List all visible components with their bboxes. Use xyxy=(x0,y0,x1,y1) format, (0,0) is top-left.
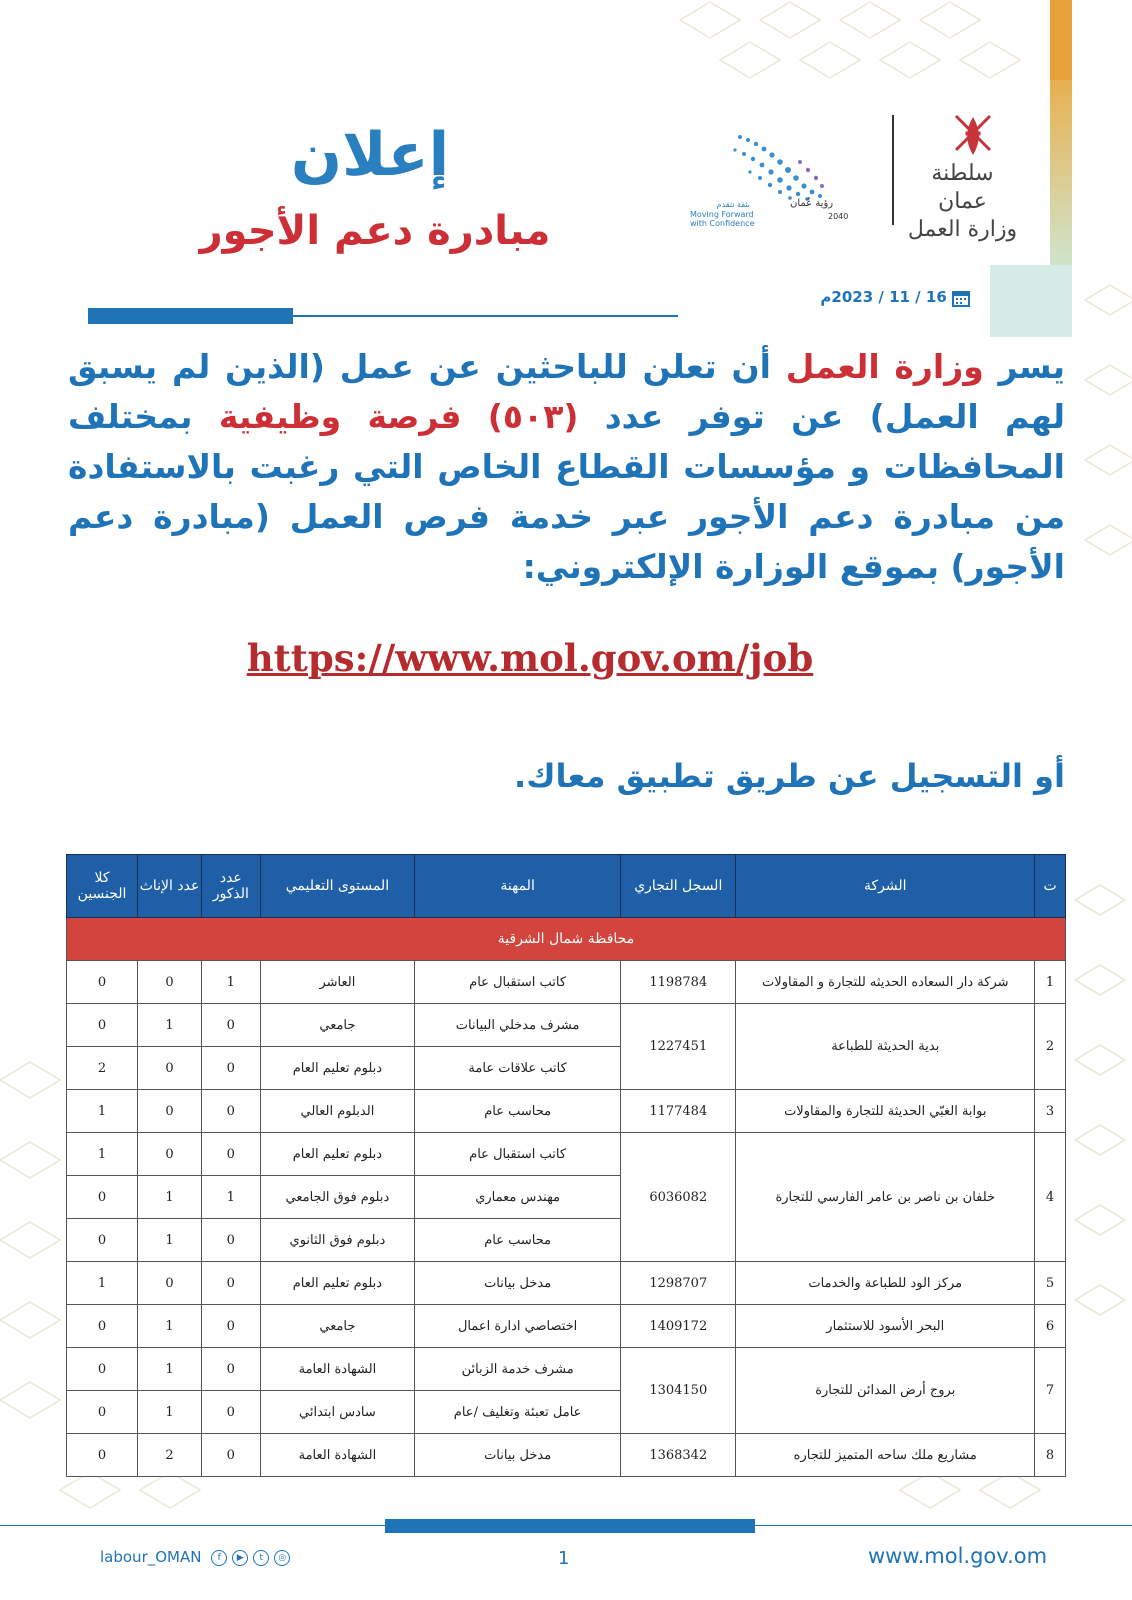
job-profession: محاسب عام xyxy=(415,1090,621,1133)
para-text-1: يسر xyxy=(983,347,1065,386)
job-profession: كاتب استقبال عام xyxy=(415,961,621,1004)
table-row xyxy=(67,1305,1066,1348)
company-cr: 6036082 xyxy=(621,1133,736,1262)
ministry-name-line1: سلطنة عمان xyxy=(931,161,994,214)
decor-strip-gradient xyxy=(1050,80,1072,270)
vision-year: 2040 xyxy=(828,212,849,221)
company-cr: 1409172 xyxy=(621,1305,736,1348)
job-males: 0 xyxy=(201,1004,260,1047)
para-ministry-highlight: وزارة العمل xyxy=(785,347,984,386)
website-link[interactable]: www.mol.gov.om xyxy=(868,1544,1048,1568)
company-name: بدية الحديثة للطباعة xyxy=(736,1004,1035,1090)
job-both: 0 xyxy=(67,1219,138,1262)
job-education: الدبلوم العالي xyxy=(260,1090,414,1133)
job-males: 0 xyxy=(201,1262,260,1305)
divider-thick xyxy=(88,308,293,324)
job-education: دبلوم تعليم العام xyxy=(260,1047,414,1090)
table-row xyxy=(67,1090,1066,1133)
job-males: 1 xyxy=(201,1176,260,1219)
company-cr: 1198784 xyxy=(621,961,736,1004)
table-row xyxy=(67,1262,1066,1305)
calendar-icon xyxy=(952,289,970,307)
job-females: 1 xyxy=(138,1219,202,1262)
header-cr: السجل التجاري xyxy=(621,855,736,918)
slogan-arabic: بثقة نتقدم xyxy=(716,200,750,209)
job-education: دبلوم تعليم العام xyxy=(260,1133,414,1176)
divider-thin xyxy=(293,315,678,317)
announcement-paragraph xyxy=(68,342,1065,592)
job-males: 0 xyxy=(201,1391,260,1434)
job-education: الشهادة العامة xyxy=(260,1434,414,1477)
job-profession: مهندس معماري xyxy=(415,1176,621,1219)
row-num: 7 xyxy=(1035,1348,1066,1434)
job-opportunities-table xyxy=(66,854,1066,1477)
job-education: جامعي xyxy=(260,1004,414,1047)
company-cr: 1177484 xyxy=(621,1090,736,1133)
job-males: 0 xyxy=(201,1219,260,1262)
job-education: جامعي xyxy=(260,1305,414,1348)
header-education: المستوى التعليمي xyxy=(260,855,414,918)
job-profession: اختصاصي ادارة اعمال xyxy=(415,1305,621,1348)
row-num: 4 xyxy=(1035,1133,1066,1262)
para-count-highlight: (٥٠٣) فرصة وظيفية xyxy=(218,397,579,436)
row-num: 8 xyxy=(1035,1434,1066,1477)
job-profession: كاتب علاقات عامة xyxy=(415,1047,621,1090)
job-males: 0 xyxy=(201,1434,260,1477)
vision-name: رؤية عُمان xyxy=(790,198,834,209)
job-both: 0 xyxy=(67,1176,138,1219)
company-name: شركة دار السعاده الحديثه للتجارة و المقاولات xyxy=(736,961,1035,1004)
job-education: دبلوم فوق الثانوي xyxy=(260,1219,414,1262)
company-name: مشاريع ملك ساحه المتميز للتجاره xyxy=(736,1434,1035,1477)
company-name: بوابة الغبّي الحديثة للتجارة والمقاولات xyxy=(736,1090,1035,1133)
job-females: 1 xyxy=(138,1391,202,1434)
instagram-icon[interactable]: ◎ xyxy=(274,1550,290,1566)
row-num: 5 xyxy=(1035,1262,1066,1305)
table-row xyxy=(67,1434,1066,1477)
job-education: دبلوم تعليم العام xyxy=(260,1262,414,1305)
header-females: عدد الإناث xyxy=(138,855,202,918)
job-males: 0 xyxy=(201,1348,260,1391)
job-females: 0 xyxy=(138,1090,202,1133)
job-profession: مدخل بيانات xyxy=(415,1434,621,1477)
row-num: 3 xyxy=(1035,1090,1066,1133)
job-both: 0 xyxy=(67,1434,138,1477)
date-text: 16 / 11 / 2023م xyxy=(820,288,947,306)
slogan-english-line2: with Confidence xyxy=(690,219,755,228)
job-females: 1 xyxy=(138,1004,202,1047)
job-both: 2 xyxy=(67,1047,138,1090)
footer-accent-bar xyxy=(385,1519,755,1533)
company-cr: 1298707 xyxy=(621,1262,736,1305)
job-females: 0 xyxy=(138,1262,202,1305)
youtube-icon[interactable]: ▶ xyxy=(232,1550,248,1566)
job-males: 0 xyxy=(201,1133,260,1176)
job-females: 1 xyxy=(138,1305,202,1348)
facebook-icon[interactable]: f xyxy=(211,1550,227,1566)
table-row xyxy=(67,961,1066,1004)
job-both: 1 xyxy=(67,1133,138,1176)
header-num: ت xyxy=(1035,855,1066,918)
job-both: 1 xyxy=(67,1090,138,1133)
job-both: 0 xyxy=(67,1348,138,1391)
section-row xyxy=(67,918,1066,961)
table-row xyxy=(67,1004,1066,1047)
social-handle[interactable]: labour_OMAN xyxy=(100,1548,202,1566)
job-males: 0 xyxy=(201,1090,260,1133)
job-females: 0 xyxy=(138,1047,202,1090)
job-profession: عامل تعبئة وتغليف /عام xyxy=(415,1391,621,1434)
row-num: 6 xyxy=(1035,1305,1066,1348)
decor-strip-teal xyxy=(990,265,1072,337)
table-row xyxy=(67,1348,1066,1391)
logo-divider xyxy=(892,115,894,225)
company-cr: 1368342 xyxy=(621,1434,736,1477)
job-females: 1 xyxy=(138,1176,202,1219)
job-education: الشهادة العامة xyxy=(260,1348,414,1391)
slogan-english xyxy=(690,210,755,228)
header-profession: المهنة xyxy=(415,855,621,918)
job-education: العاشر xyxy=(260,961,414,1004)
job-profession: كاتب استقبال عام xyxy=(415,1133,621,1176)
para-text-2: أن تعلن للباحثين عن عمل (الذين لم يسبق لهم العمل) عن توفر عدد xyxy=(68,347,1066,436)
social-links xyxy=(100,1548,290,1566)
job-females: 0 xyxy=(138,1133,202,1176)
announcement-title: إعلان xyxy=(290,120,450,190)
announcement-date xyxy=(780,288,970,307)
governorate-section: محافظة شمال الشرقية xyxy=(67,918,1066,961)
job-males: 0 xyxy=(201,1047,260,1090)
company-name: خلفان بن ناصر بن عامر الفارسي للتجارة xyxy=(736,1133,1035,1262)
header-males: عدد الذكور xyxy=(201,855,260,918)
job-education: سادس ابتدائي xyxy=(260,1391,414,1434)
job-both: 0 xyxy=(67,1305,138,1348)
oman-emblem-icon xyxy=(948,108,998,158)
header-company: الشركة xyxy=(736,855,1035,918)
slogan-english-line1: Moving Forward xyxy=(690,210,754,219)
company-name: بروج أرض المدائن للتجارة xyxy=(736,1348,1035,1434)
company-cr: 1304150 xyxy=(621,1348,736,1434)
job-profession: مدخل بيانات xyxy=(415,1262,621,1305)
job-both: 0 xyxy=(67,1004,138,1047)
announcement-subtitle: مبادرة دعم الأجور xyxy=(199,208,551,254)
twitter-icon[interactable]: t xyxy=(253,1550,269,1566)
job-both: 1 xyxy=(67,1262,138,1305)
header-both: كلا الجنسين xyxy=(67,855,138,918)
company-name: البحر الأسود للاستثمار xyxy=(736,1305,1035,1348)
job-males: 0 xyxy=(201,1305,260,1348)
job-males: 1 xyxy=(201,961,260,1004)
decor-strip-orange xyxy=(1050,0,1072,80)
job-profession: مشرف مدخلي البيانات xyxy=(415,1004,621,1047)
jobs-portal-link[interactable]: https://www.mol.gov.om/job xyxy=(246,636,814,680)
job-females: 2 xyxy=(138,1434,202,1477)
job-education: دبلوم فوق الجامعي xyxy=(260,1176,414,1219)
table-row xyxy=(67,1133,1066,1176)
company-name: مركز الود للطباعة والخدمات xyxy=(736,1262,1035,1305)
app-registration-line: أو التسجيل عن طريق تطبيق معاك. xyxy=(514,757,1065,795)
job-profession: مشرف خدمة الزبائن xyxy=(415,1348,621,1391)
company-cr: 1227451 xyxy=(621,1004,736,1090)
para-text-3: بمختلف المحافظات و مؤسسات القطاع الخاص التي رغبت بالاستفادة من مبادرة دعم الأجور عبر خدمة فرص العمل (مبادرة دعم الأجور) بموقع الوزارة الإلكتروني: xyxy=(68,397,1065,586)
row-num: 1 xyxy=(1035,961,1066,1004)
ministry-name xyxy=(905,160,1020,244)
job-both: 0 xyxy=(67,961,138,1004)
job-both: 0 xyxy=(67,1391,138,1434)
ministry-name-line2: وزارة العمل xyxy=(907,217,1018,242)
page-number: 1 xyxy=(558,1548,570,1569)
job-females: 0 xyxy=(138,961,202,1004)
table-header-row xyxy=(67,855,1066,918)
row-num: 2 xyxy=(1035,1004,1066,1090)
job-females: 1 xyxy=(138,1348,202,1391)
job-profession: محاسب عام xyxy=(415,1219,621,1262)
